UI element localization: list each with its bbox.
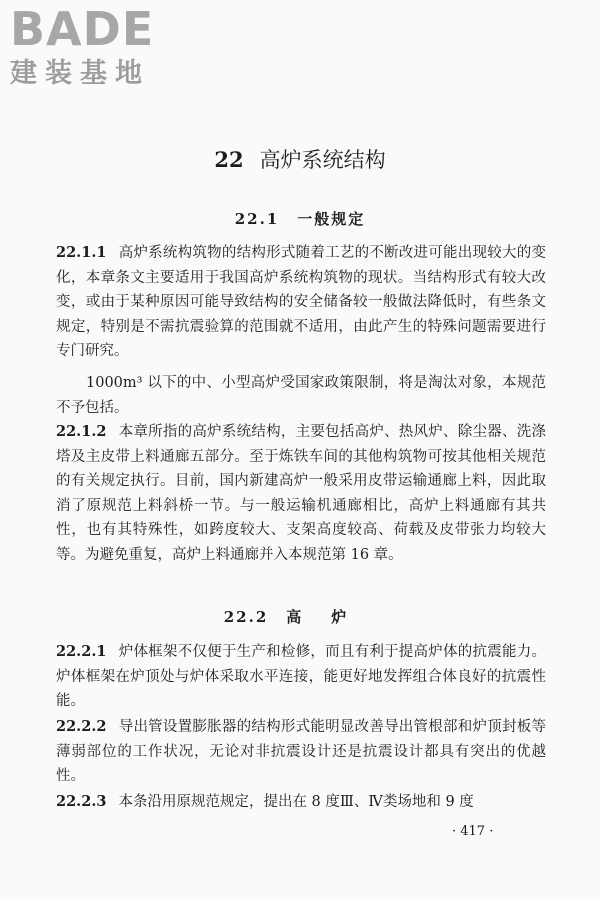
section-number: 22.1 [234,210,280,228]
logo-subtitle: 建装基地 [10,58,150,89]
page-number: · 417 · [452,824,494,839]
clause-22-2-3 [56,790,546,815]
section-heading-22-1 [0,208,600,229]
clause-number: 22.1.1 [56,244,107,261]
chapter-number: 22 [214,147,244,172]
clause-22-1-2 [56,420,546,568]
clause-text: 本章所指的高炉系统结构，主要包括高炉、热风炉、除尘器、洗涤塔及主皮带上料通廊五部分。至于炼铁车间的其他构筑物可按其他相关规范的有关规定执行。目前，国内新建高炉一般采用皮带运输通廊上料，因此取消了原规范上料斜桥一节。与一般运输机通廊相比，高炉上料通廊有其共性，也有其特殊性，如跨度较大、支架高度较高、荷载及皮带张力均较大等。为避免重复，高炉上料通廊并入本规范第 16 章。 [56,424,546,563]
clause-text: 高炉系统构筑物的结构形式随着工艺的不断改进可能出现较大的变化，本章条文主要适用于我国高炉系统构筑物的现状。当结构形式有较大改变，或由于某种原因可能导致结构的安全储备较一般做法降低时，有些条文规定，特别是不需抗震验算的范围就不适用，由此产生的特殊问题需要进行专门研究。 [56,245,546,360]
clause-number: 22.2.1 [56,643,107,660]
clause-text: 炉体框架不仅便于生产和检修，而且有利于提高炉体的抗震能力。炉体框架在炉顶处与炉体采取水平连接，能更好地发挥组合体良好的抗震性能。 [56,644,546,710]
section-title: 高炉 [286,608,377,626]
clause-text: 本条沿用原规范规定，提出在 8 度Ⅲ、Ⅳ类场地和 9 度 [118,794,474,810]
chapter-title: 高炉系统结构 [259,148,386,172]
section-title: 一般规定 [297,210,366,228]
clause-number: 22.2.2 [56,718,107,735]
section-number: 22.2 [223,608,269,626]
clause-22-2-2 [56,715,546,789]
clause-text: 导出管设置膨胀器的结构形式能明显改善导出管根部和炉顶封板等薄弱部位的工作状况，无论对非抗震设计还是抗震设计都具有突出的优越性。 [56,719,546,785]
clause-number: 22.1.2 [56,423,107,440]
clause-22-1-1 [56,241,546,364]
clause-number: 22.2.3 [56,793,107,810]
section-heading-22-2 [0,606,600,627]
paragraph-text: 1000m³ 以下的中、小型高炉受国家政策限制，将是淘汰对象，本规范不予包括。 [56,375,546,416]
logo-wordmark: BADE [10,2,155,56]
logo [10,2,155,90]
paragraph-1000m3 [56,371,546,420]
clause-22-2-1 [56,640,546,714]
chapter-heading [0,144,600,174]
